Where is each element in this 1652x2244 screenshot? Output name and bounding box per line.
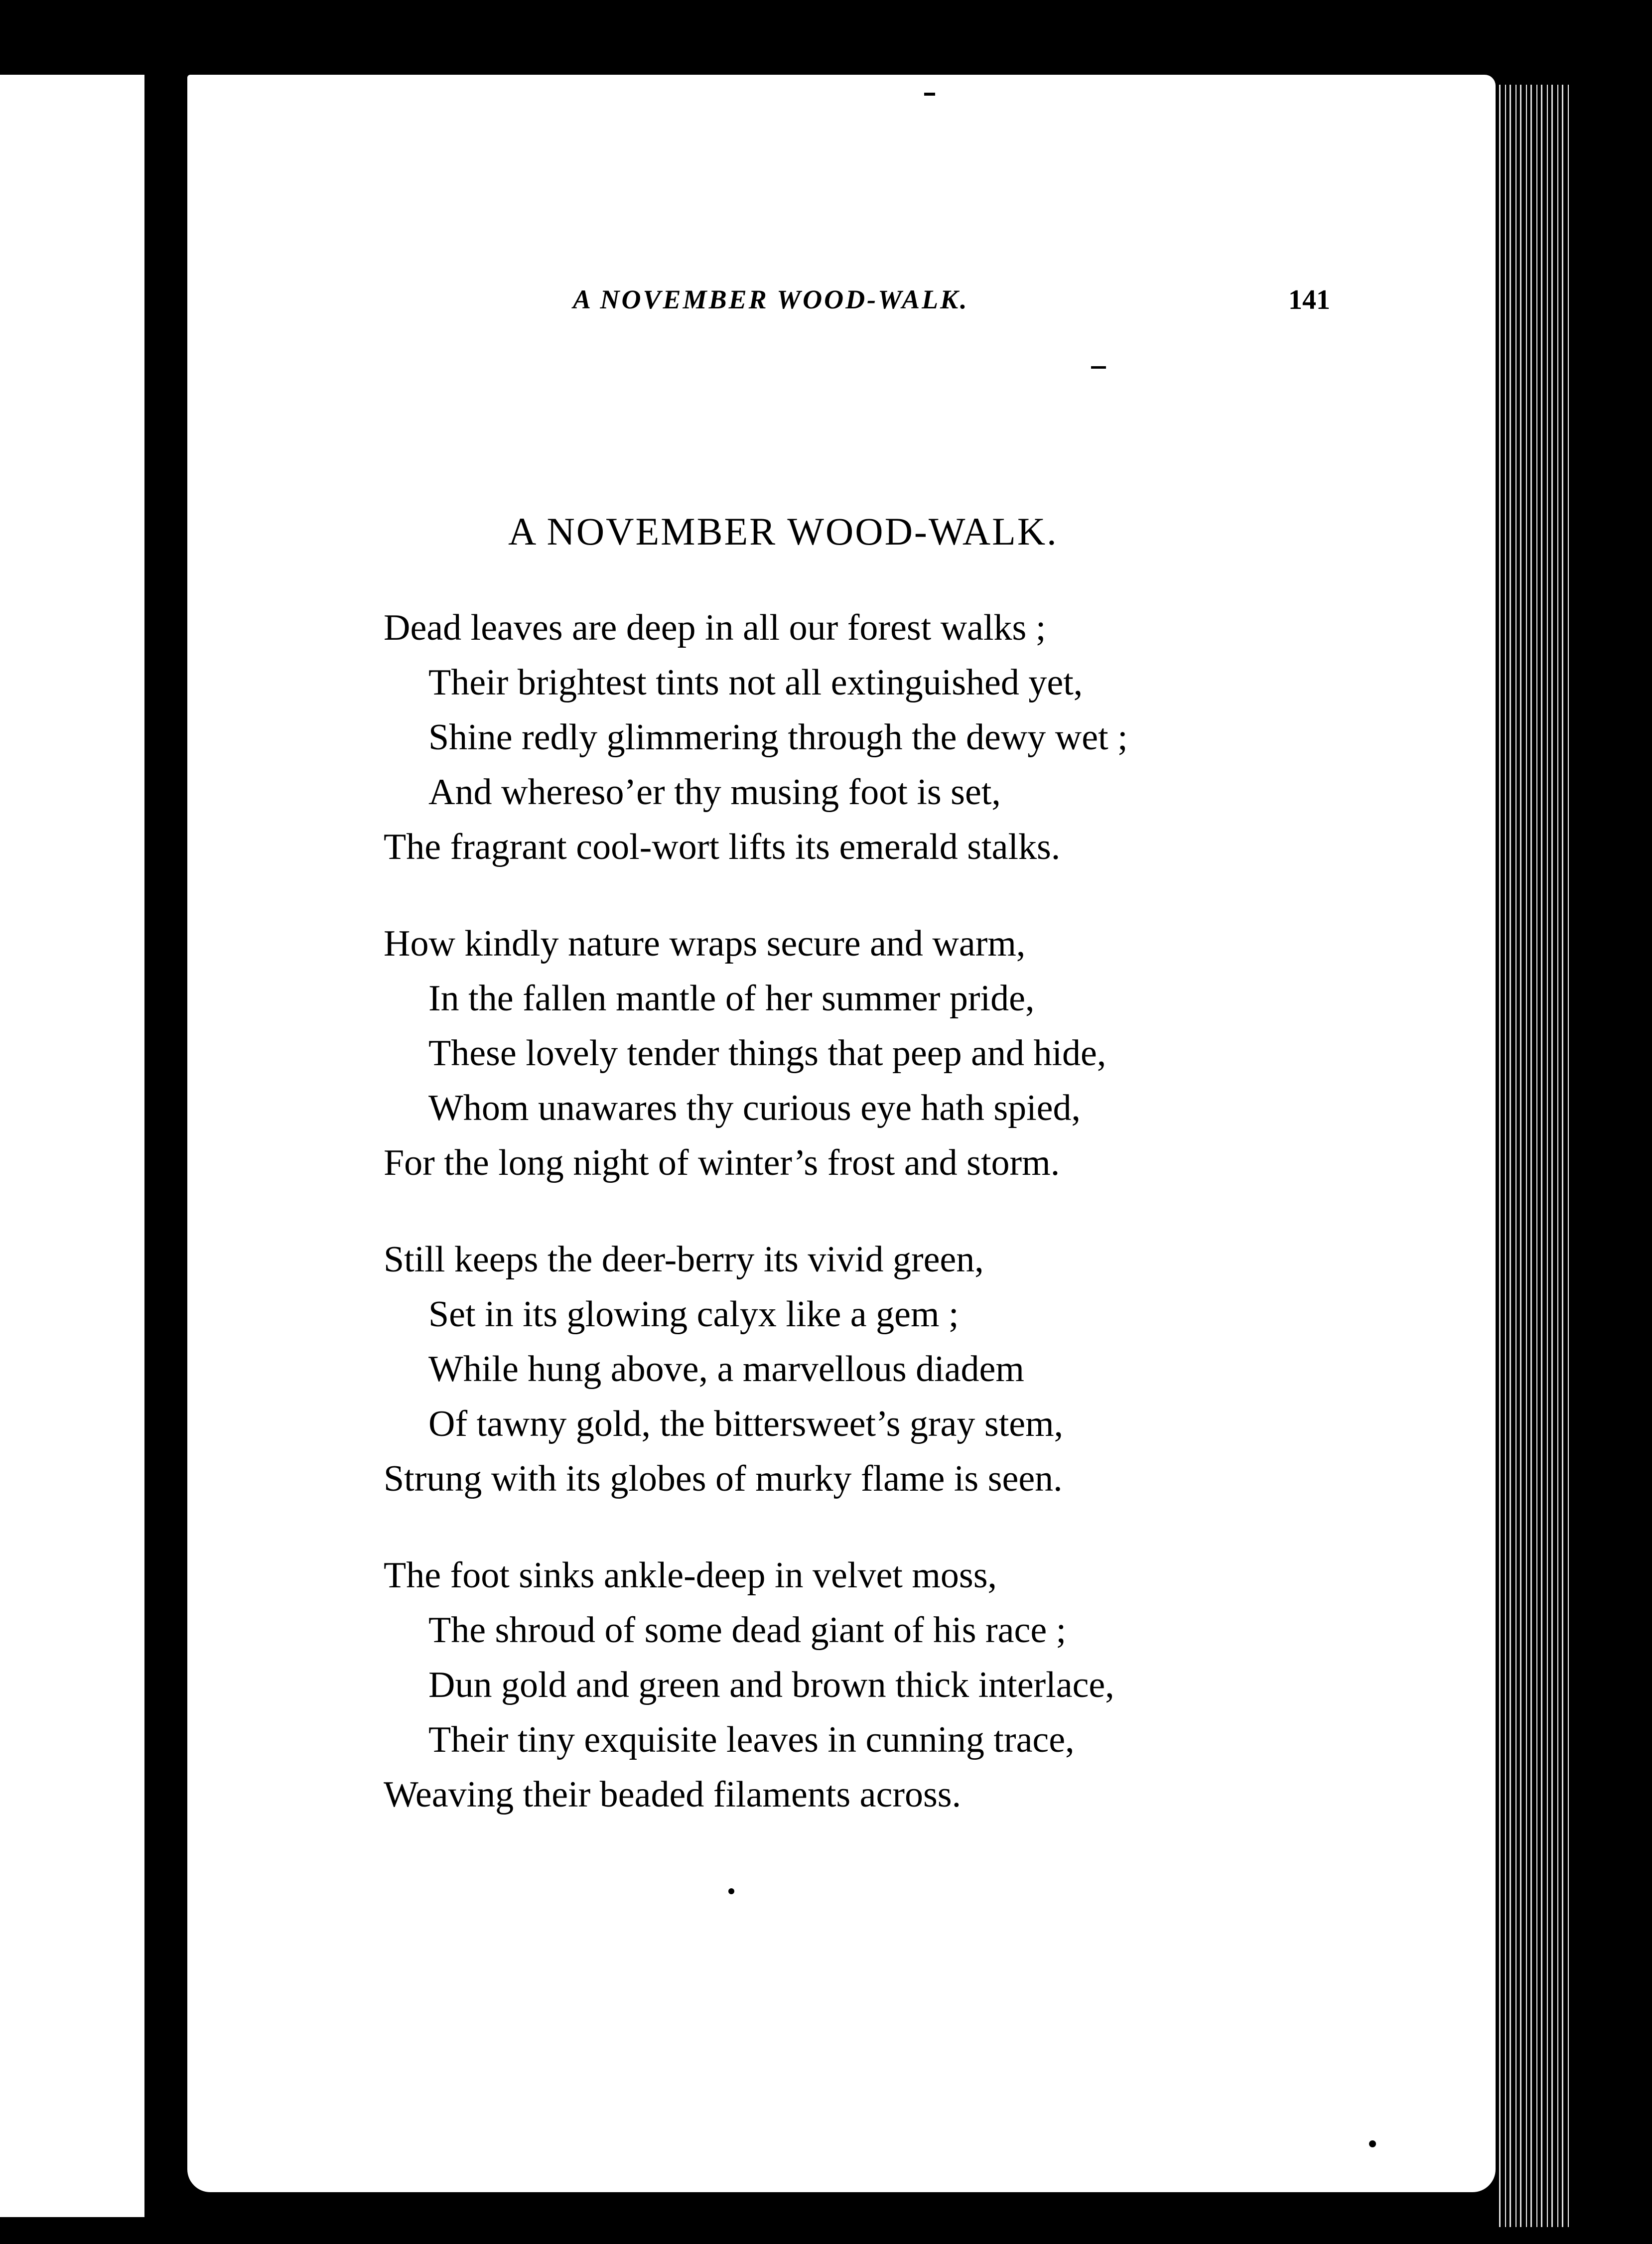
left-page-edge	[0, 75, 144, 2217]
stray-mark	[1091, 366, 1106, 369]
poem-line: Their tiny exquisite leaves in cunning trace,	[428, 1719, 1075, 1760]
scan-background	[1570, 0, 1652, 2244]
poem-line: The shroud of some dead giant of his race ;	[428, 1610, 1067, 1651]
poem-line: Shine redly glimmering through the dewy wet ;	[428, 717, 1128, 758]
stray-mark	[1369, 2140, 1376, 2147]
poem-line: The foot sinks ankle-deep in velvet moss,	[384, 1555, 997, 1596]
poem-line: How kindly nature wraps secure and warm,	[384, 923, 1026, 964]
stanza	[384, 1232, 1380, 1506]
poem-line: Of tawny gold, the bittersweet’s gray stem,	[428, 1403, 1064, 1444]
poem-line: Dead leaves are deep in all our forest walks ;	[384, 607, 1046, 648]
stanza	[384, 916, 1380, 1190]
stray-mark	[728, 1888, 734, 1894]
poem-line: Strung with its globes of murky flame is seen.	[384, 1458, 1063, 1499]
poem-title: A NOVEMBER WOOD-WALK.	[508, 510, 1058, 553]
stanza	[384, 1548, 1380, 1822]
stray-mark	[924, 93, 935, 96]
poem-line: These lovely tender things that peep and hide,	[428, 1033, 1106, 1074]
poem-line: Set in its glowing calyx like a gem ;	[428, 1294, 959, 1335]
poem-line: Dun gold and green and brown thick interlace,	[428, 1665, 1114, 1705]
poem-line: While hung above, a marvellous diadem	[428, 1349, 1024, 1390]
poem-body	[384, 600, 1380, 1864]
poem-line: Still keeps the deer-berry its vivid green,	[384, 1239, 984, 1280]
poem-line: Whom unawares thy curious eye hath spied,	[428, 1088, 1081, 1128]
page-header	[384, 279, 1330, 324]
poem-line: And whereso’er thy musing foot is set,	[428, 772, 1001, 813]
page-edges-stack	[1496, 85, 1570, 2227]
poem-line: In the fallen mantle of her summer pride,	[428, 978, 1035, 1019]
poem-line: Weaving their beaded filaments across.	[384, 1774, 962, 1815]
stanza	[384, 600, 1380, 874]
poem-line: Their brightest tints not all extinguished yet,	[428, 662, 1083, 703]
poem-line: For the long night of winter’s frost and storm.	[384, 1142, 1060, 1183]
page-number: 141	[1288, 284, 1330, 315]
poem-line: The fragrant cool-wort lifts its emerald stalks.	[384, 827, 1061, 867]
running-title: A NOVEMBER WOOD-WALK.	[573, 284, 969, 314]
binding-gutter	[144, 75, 187, 2217]
